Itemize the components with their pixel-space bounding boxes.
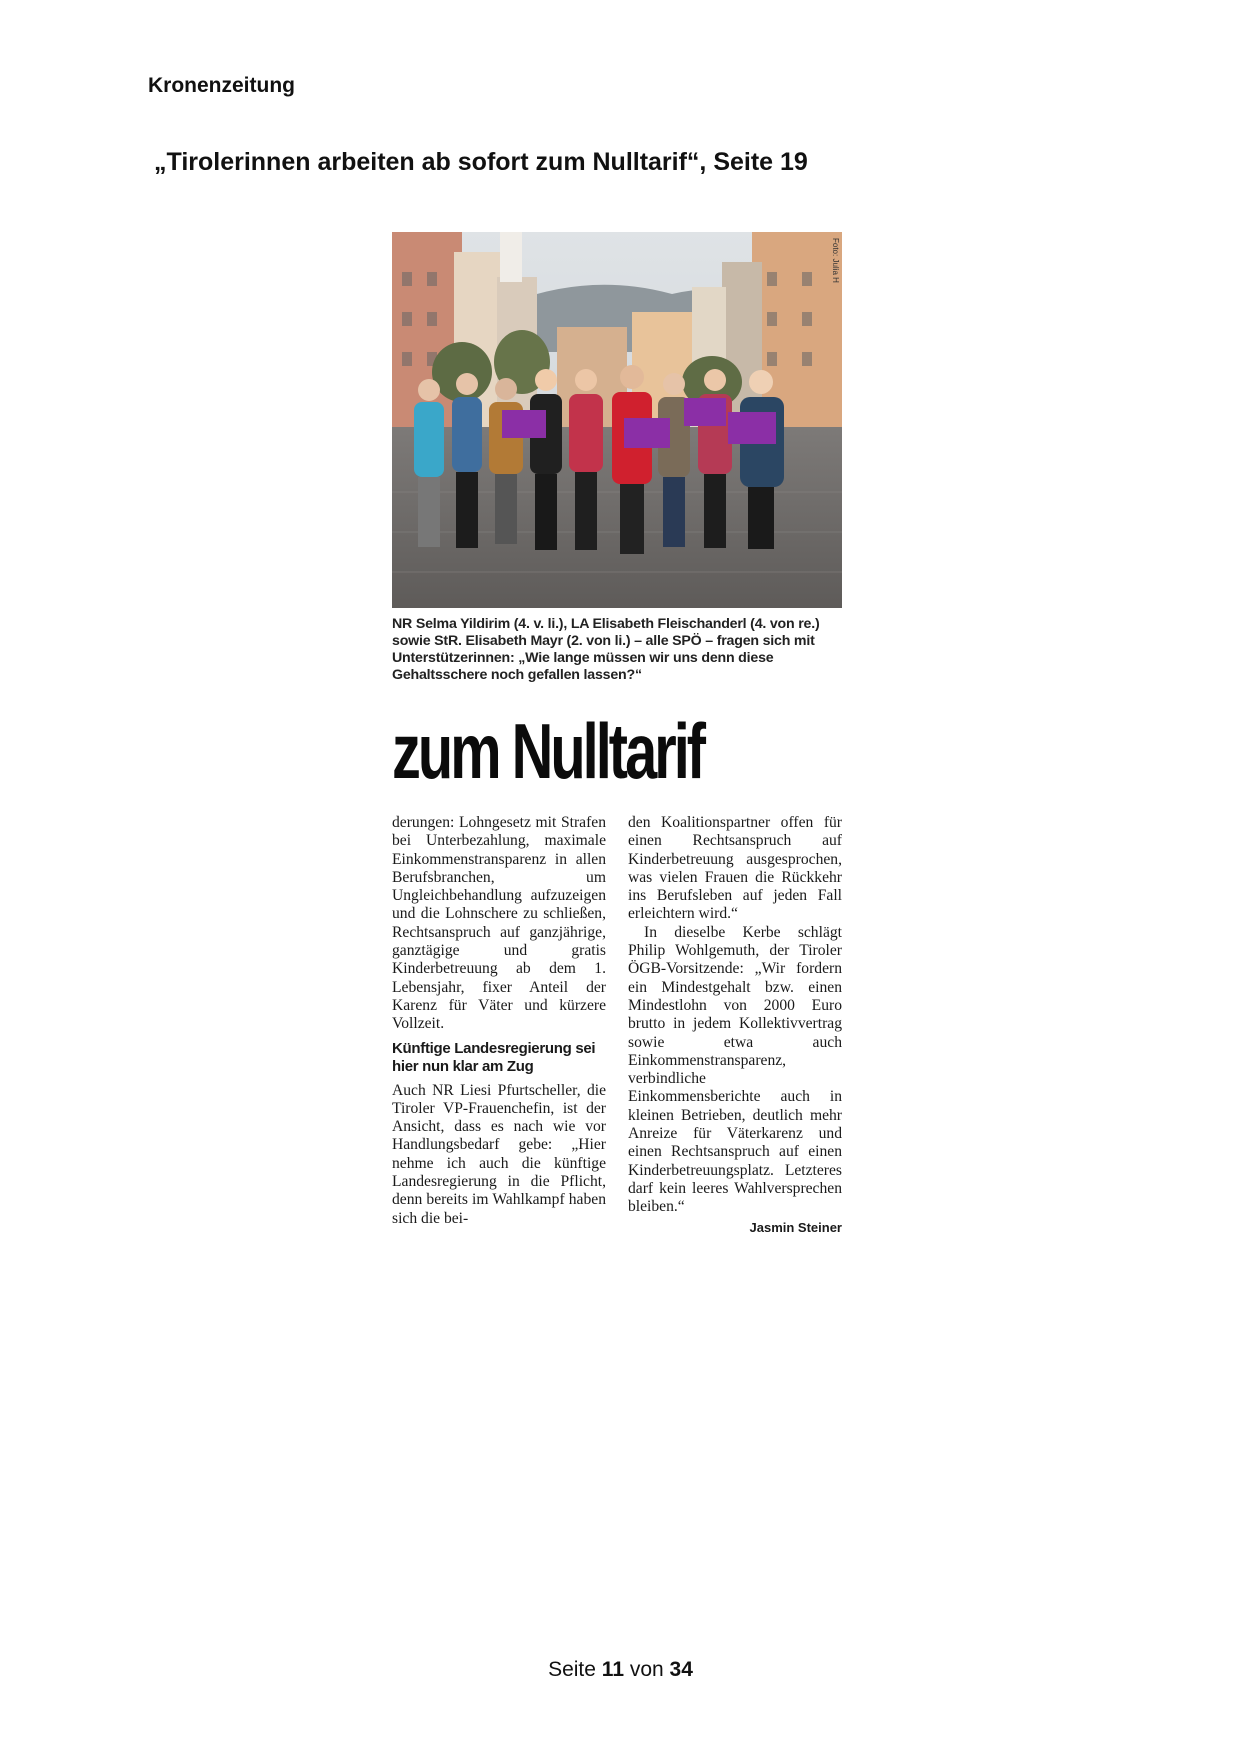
photo-credit: Foto: Julia H	[831, 238, 840, 283]
page-headline: „Tirolerinnen arbeiten ab sofort zum Nulltarif“, Seite 19	[154, 148, 808, 176]
paragraph: In dieselbe Kerbe schlägt Philip Wohlgemuth, der Tiroler ÖGB-Vorsitzende: „Wir fordern ein Mindestgehalt bzw. einen Mindestlohn von 2000 Euro brutto in jedem Kollektivvertrag sowie etwa auch Einkommenstransparenz, verbindliche Einkommensberichte auch in kleinen Betrieben, deutlich mehr Anreize für Väterkarenz und einen Rechtsanspruch auf einen Kinderbetreuungsplatz. Letzteres darf kein leeres Wahlversprechen bleiben.“	[628, 923, 842, 1216]
article-photo	[392, 232, 842, 608]
street-scene-illustration	[392, 232, 842, 608]
article-subheading: Künftige Landesregierung sei hier nun klar am Zug	[392, 1039, 596, 1075]
article-title: zum Nulltarif	[392, 707, 704, 795]
current-page-number: 11	[601, 1658, 624, 1681]
footer-middle: von	[629, 1658, 664, 1681]
page-footer	[0, 1658, 1241, 1682]
paragraph: den Koalitionspartner offen für einen Rechtsanspruch auf Kinderbetreuung ausgesprochen, was vielen Frauen die Rückkehr ins Berufsleben auf jeden Fall erleichtern wird.“	[628, 814, 842, 923]
total-page-count: 34	[669, 1658, 693, 1681]
photo-caption: NR Selma Yildirim (4. v. li.), LA Elisabeth Fleischanderl (4. von re.) sowie StR. Elisabeth Mayr (2. von li.) – alle SPÖ – fragen sich mit Unterstützerinnen: „Wie lange müssen wir uns denn diese Gehaltsschere noch gefallen lassen?“	[392, 616, 820, 683]
footer-prefix: Seite	[548, 1658, 596, 1681]
newspaper-clipping	[392, 232, 842, 1237]
article-author: Jasmin Steiner	[749, 1219, 842, 1235]
article-body	[392, 814, 842, 1237]
article-column-left	[392, 814, 606, 1237]
paragraph: Auch NR Liesi Pfurtscheller, die Tiroler VP-Frauenchefin, ist der Ansicht, dass es nach wie vor Handlungsbedarf gebe: „Hier nehme ich auch die künftige Landesregierung in die Pflicht, denn bereits im Wahlkampf haben sich die bei-	[392, 1081, 606, 1227]
paragraph: derungen: Lohngesetz mit Strafen bei Unterbezahlung, maximale Einkommenstransparenz in allen Berufsbranchen, um Ungleichbehandlung aufzuzeigen und die Lohnschere zu schließen, Rechtsanspruch auf ganzjährige, ganztägige und gratis Kinderbetreuung ab dem 1. Lebensjahr, fixer Anteil der Karenz für Väter und kürzere Vollzeit.	[392, 814, 606, 1033]
article-column-right	[628, 814, 842, 1237]
source-name: Kronenzeitung	[148, 74, 295, 97]
